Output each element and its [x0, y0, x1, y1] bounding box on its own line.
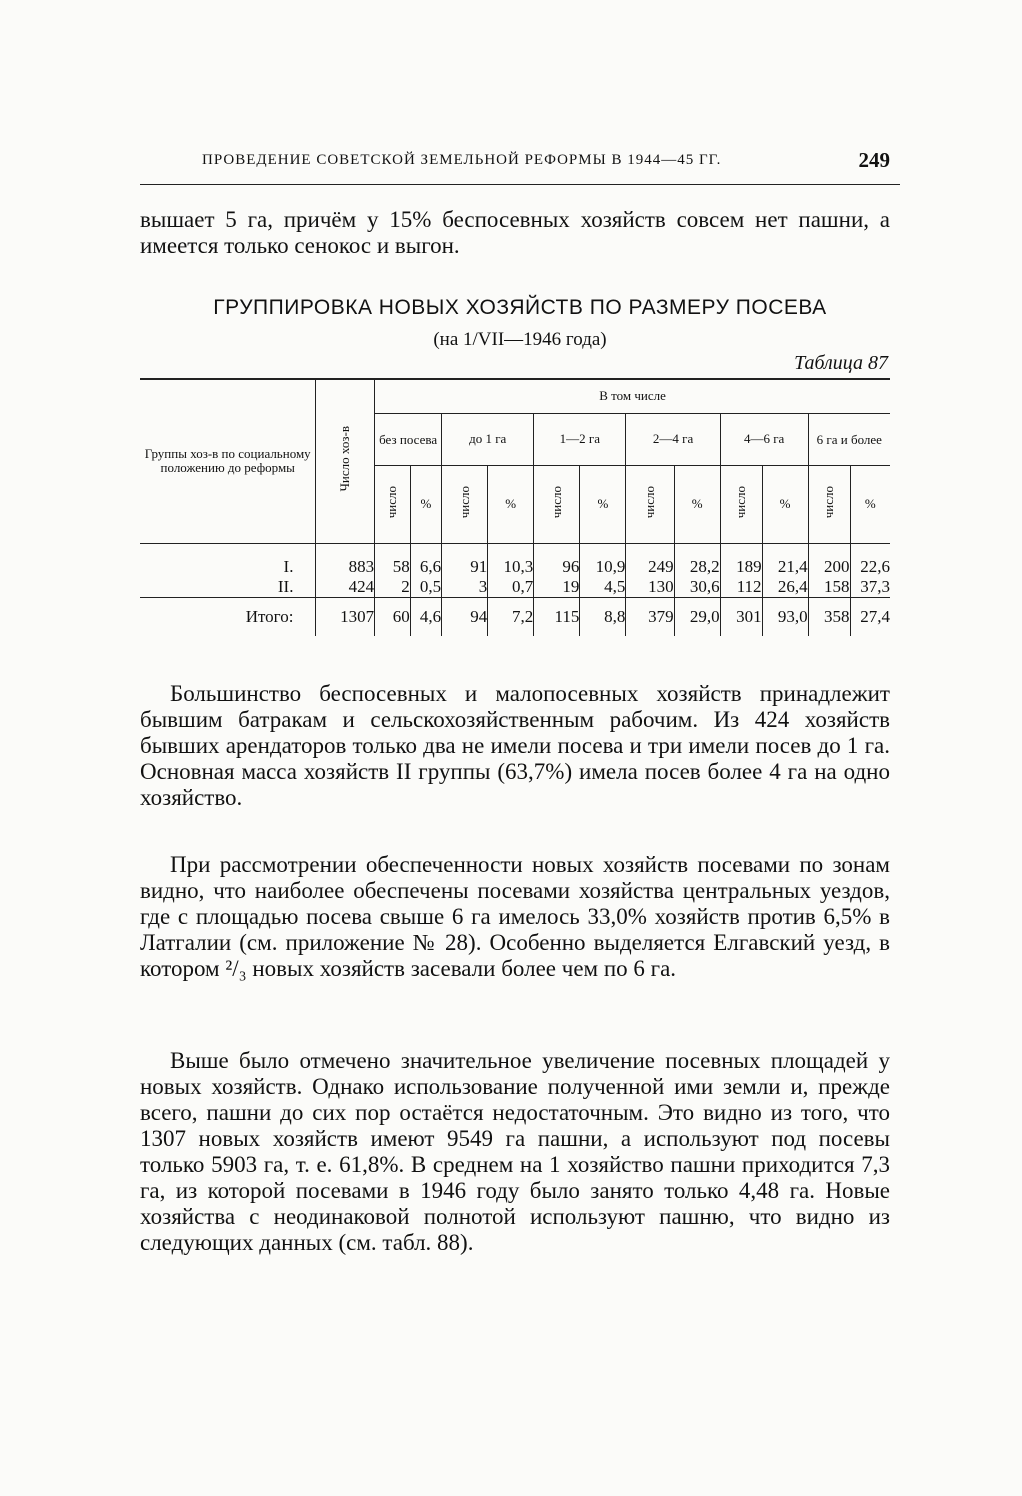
- count-header: Число хоз-в: [316, 379, 375, 543]
- sub-count-header: число: [626, 465, 674, 543]
- table-row: [140, 557, 890, 577]
- sub-pct-header: %: [674, 465, 720, 543]
- cell: 58: [375, 557, 411, 577]
- cat-header: без посева: [375, 413, 442, 465]
- totals-row: [140, 598, 890, 636]
- cell: 0,5: [410, 577, 441, 598]
- cell: 8,8: [580, 598, 626, 636]
- cell: 22,6: [850, 557, 890, 577]
- cell: 29,0: [674, 598, 720, 636]
- cell: 10,3: [488, 557, 534, 577]
- table-title: ГРУППИРОВКА НОВЫХ ХОЗЯЙСТВ ПО РАЗМЕРУ ПОСЕВА: [213, 296, 827, 319]
- cell: 19: [534, 577, 580, 598]
- cell: 4,6: [410, 598, 441, 636]
- cell: 94: [442, 598, 488, 636]
- sub-pct-header: %: [580, 465, 626, 543]
- cell: 21,4: [762, 557, 808, 577]
- cell: 27,4: [850, 598, 890, 636]
- cat-header: до 1 га: [442, 413, 534, 465]
- sub-count-header: число: [442, 465, 488, 543]
- group-header: Группы хоз-в по социальному положению до реформы: [140, 379, 316, 543]
- cat-header: 2—4 га: [626, 413, 720, 465]
- totals-label: Итого:: [140, 598, 316, 636]
- page-number: 249: [858, 148, 890, 172]
- cell: 10,9: [580, 557, 626, 577]
- cell: 158: [808, 577, 850, 598]
- cell: 96: [534, 557, 580, 577]
- cell: 26,4: [762, 577, 808, 598]
- cell: 60: [375, 598, 411, 636]
- sub-count-header: число: [720, 465, 762, 543]
- body-paragraph: Большинство беспосевных и малопосевных хозяйств принадлежит бывшим батракам и сельскохозяйственным рабочим. Из 424 хозяйств бывших арендаторов только два не имели посева и три имели посев до 1 га. Основная масса хозяйств II группы (63,7%) имела посев более 4 га на одно хозяйство.: [140, 681, 890, 810]
- data-table: [140, 378, 890, 636]
- cell: 6,6: [410, 557, 441, 577]
- page-header: [140, 140, 900, 185]
- cell: 189: [720, 557, 762, 577]
- row-total: 883: [316, 557, 375, 577]
- cell: 130: [626, 577, 674, 598]
- cell: 37,3: [850, 577, 890, 598]
- cat-header: 4—6 га: [720, 413, 808, 465]
- table-number: Таблица 87: [794, 352, 888, 374]
- cell: 379: [626, 598, 674, 636]
- cell: 358: [808, 598, 850, 636]
- cell: 249: [626, 557, 674, 577]
- cell: 7,2: [488, 598, 534, 636]
- row-label: II.: [277, 577, 294, 596]
- cell: 200: [808, 557, 850, 577]
- body-paragraph: Выше было отмечено значительное увеличение посевных площадей у новых хозяйств. Однако использование полученной ими земли и, прежде всего, пашни до сих пор остаётся недостаточным. Это видно из того, что 1307 новых хозяйств имеют 9549 га пашни, а используют под посевы только 5903 га, т. е. 61,8%. В среднем на 1 хозяйство пашни приходится 7,3 га, из которой посевами в 1946 году было занято только 4,48 га. Новые хозяйства с неодинаковой полнотой используют пашню, что видно из следующих данных (см. табл. 88).: [140, 1048, 890, 1255]
- sub-pct-header: %: [762, 465, 808, 543]
- row-total: 424: [316, 577, 375, 598]
- sub-pct-header: %: [410, 465, 441, 543]
- cat-header: 1—2 га: [534, 413, 626, 465]
- totals-total: 1307: [316, 598, 375, 636]
- cell: 30,6: [674, 577, 720, 598]
- table-row: [140, 577, 890, 598]
- running-title: ПРОВЕДЕНИЕ СОВЕТСКОЙ ЗЕМЕЛЬНОЙ РЕФОРМЫ В 1944—45 ГГ.: [202, 152, 722, 168]
- cell: 91: [442, 557, 488, 577]
- cell: 4,5: [580, 577, 626, 598]
- cell: 301: [720, 598, 762, 636]
- cell: 3: [442, 577, 488, 598]
- body-paragraph: При рассмотрении обеспеченности новых хозяйств посевами по зонам видно, что наиболее обеспечены посевами хозяйства центральных уездов, где с площадью посева свыше 6 га имелось 33,0% хозяйств против 6,5% в Латгалии (см. приложение № 28). Особенно выделяется Елгавский уезд, в котором ²/₃ новых хозяйств засевали более чем по 6 га.: [140, 852, 890, 981]
- row-label: I.: [283, 557, 294, 576]
- sub-count-header: число: [534, 465, 580, 543]
- cell: 112: [720, 577, 762, 598]
- cell: 2: [375, 577, 411, 598]
- cat-header: 6 га и более: [808, 413, 890, 465]
- sub-pct-header: %: [488, 465, 534, 543]
- intro-paragraph: вышает 5 га, причём у 15% беспосевных хозяйств совсем нет пашни, а имеется только сенокос и выгон.: [140, 207, 890, 258]
- table-subtitle: (на 1/VII—1946 года): [433, 329, 607, 350]
- cell: 0,7: [488, 577, 534, 598]
- cell: 115: [534, 598, 580, 636]
- sub-count-header: число: [808, 465, 850, 543]
- in-that-number-header: В том числе: [375, 379, 890, 413]
- sub-count-header: число: [375, 465, 411, 543]
- cell: 28,2: [674, 557, 720, 577]
- cell: 93,0: [762, 598, 808, 636]
- sub-pct-header: %: [850, 465, 890, 543]
